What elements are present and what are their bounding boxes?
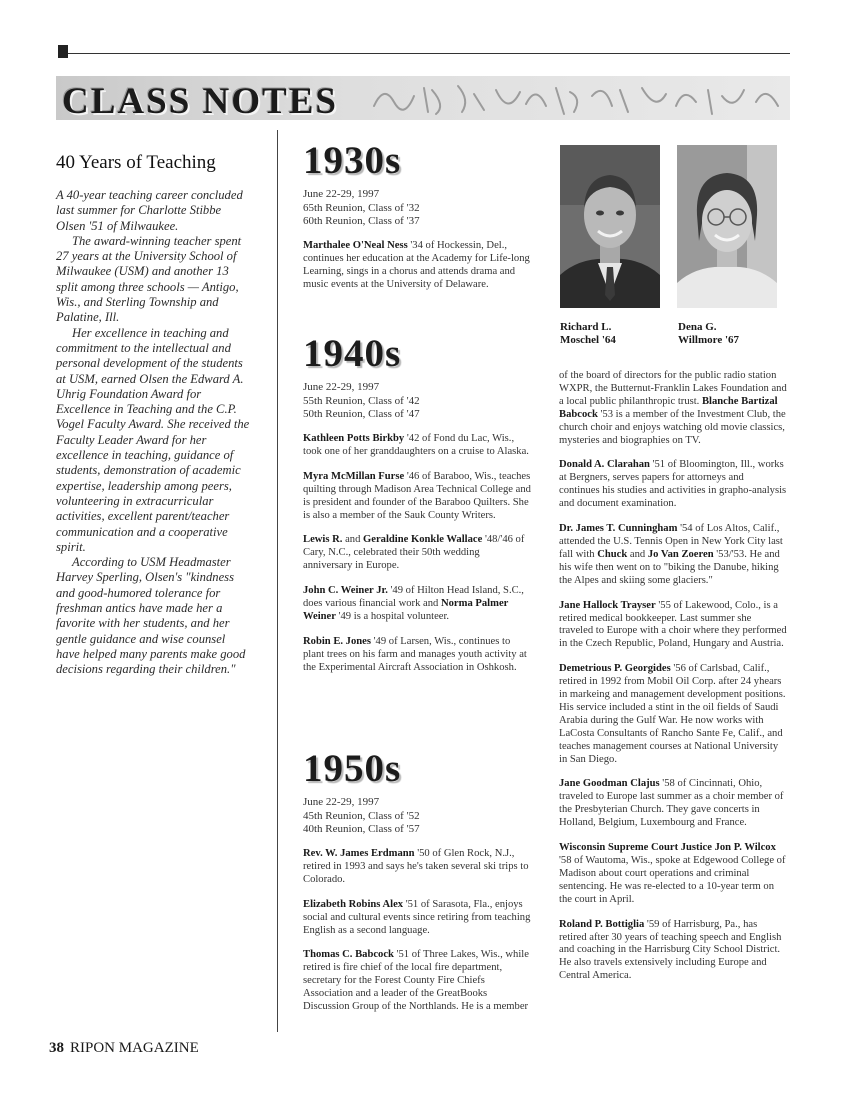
alumni-name: Wisconsin Supreme Court Justice Jon P. Wilcox: [559, 842, 776, 854]
class-note: [559, 370, 787, 447]
alumni-name: John C. Weiner Jr.: [303, 585, 388, 597]
class-note: [559, 523, 787, 588]
class-note: [559, 919, 787, 984]
sidebar-article: [56, 152, 252, 678]
portrait-woman-image: [677, 145, 777, 308]
alumni-name: Rev. W. James Erdmann: [303, 848, 415, 859]
alumni-name: Chuck: [597, 548, 628, 560]
alumni-name: Thomas C. Babcock: [303, 949, 394, 961]
note-text: '51 of Sarasota, Fla., enjoys social and cultural events since retiring from teaching English as a second language.: [303, 898, 531, 936]
note-text: '55 of Lakewood, Colo., is a retired medical bookkeeper. Last summer she traveled to Europe with a choir where they performed in the Czech Republic, Poland, Hungary and Austria.: [559, 599, 787, 650]
caption-line: Richard L.: [560, 321, 612, 333]
reunion-line: 45th Reunion, Class of '52: [303, 810, 420, 822]
alumni-name: Demetrious P. Georgides: [559, 663, 671, 675]
photo-caption: [678, 321, 788, 347]
note-text: '34 of Hockessin, Del., continues her education at the Academy for Life-long Learning, sings in a chorus and attends drama and music events at the University of Delaware.: [303, 240, 530, 290]
reunion-line: 55th Reunion, Class of '42: [303, 395, 420, 407]
sidebar-heading: 40 Years of Teaching: [56, 152, 216, 173]
note-text: '51 of Three Lakes, Wis., while retired is fire chief of the local fire department, secretary for the Forest County Fire Chiefs Association and a leader of the GreatBooks Discussion Group of the Northlands. He is a member: [303, 949, 529, 1013]
reunion-date: June 22-29, 1997: [303, 796, 380, 808]
sidebar-paragraph: The award-winning teacher spent 27 years at the University School of Milwaukee (USM) and another 13 split among three schools — Antigo, Wis., and Sterling Township and Palatine, Ill.: [56, 233, 242, 325]
caption-line: Dena G.: [678, 321, 717, 333]
note-text: '58 of Wautoma, Wis., spoke at Edgewood College of Madison about court operations and criminal sentencing. He was re-elected to a 10-year term on the court in April.: [559, 855, 786, 905]
column-divider: [277, 130, 278, 1032]
reunion-date: June 22-29, 1997: [303, 188, 380, 200]
class-note: [559, 842, 787, 907]
note-text: '42 of Fond du Lac, Wis., took one of her granddaughters on a cruise to Alaska.: [303, 433, 529, 457]
reunion-line: 60th Reunion, Class of '37: [303, 215, 420, 227]
note-text: '51 of Bloomington, Ill., works at Bergners, serves papers for attorneys and continues his studies and activities in grapho-analysis and document examination.: [559, 459, 787, 510]
alumni-name: Jane Hallock Trayser: [559, 599, 656, 611]
decade-heading: 1940s: [303, 332, 402, 375]
reunion-date: June 22-29, 1997: [303, 381, 380, 393]
decade-heading: 1930s: [303, 139, 402, 182]
page-title: CLASS NOTES: [62, 81, 338, 120]
note-text: and: [627, 548, 648, 560]
note-text: '56 of Carlsbad, Calif., retired in 1992 from Mobil Oil Corp. after 24 yhears in markeing and management development positions. His service included a stint in the oil fields of Saudi Arabia during the Gulf War. He now works with LaCosta Consultants of Rancho Sante Fe, Calif., and teaches management courses at National University in San Diego.: [559, 663, 786, 765]
note-text: '49 is a hospital volunteer.: [335, 610, 450, 622]
alumni-name: Roland P. Bottiglia: [559, 918, 645, 930]
portrait-photo: [560, 145, 660, 308]
class-notes-banner: [56, 76, 790, 120]
note-text: of the board of directors for the public radio station WXPR, the Butternut-Franklin Lakes Foundation and a local public philanthropic trust.: [559, 370, 787, 407]
page-footer: [49, 1040, 199, 1057]
note-text: '54 of Los Altos, Calif., attended the U.S. Tennis Open in New York City last fall with: [559, 523, 783, 560]
alumni-name: Robin E. Jones: [303, 635, 371, 647]
alumni-name: Dr. James T. Cunningham: [559, 523, 678, 535]
sidebar-paragraph: A 40-year teaching career concluded last summer for Charlotte Stibbe Olsen '51 of Milwaukee.: [56, 188, 243, 233]
reunion-line: 65th Reunion, Class of '32: [303, 202, 420, 214]
alumni-name: Norma Palmer Weiner: [303, 598, 509, 622]
class-note: [303, 240, 531, 292]
alumni-name: Kathleen Potts Birkby: [303, 433, 405, 444]
class-note: [559, 600, 787, 652]
note-text: '46 of Baraboo, Wis., teaches quilting through Madison Area Technical College and is president and founder of the Baraboo Quilters. She is also a member of the Sauk County Writers.: [303, 470, 531, 521]
portrait-photo: [677, 145, 777, 308]
class-note: [303, 848, 531, 887]
portrait-man-image: [560, 145, 660, 308]
magazine-name: RIPON MAGAZINE: [70, 1040, 199, 1056]
sidebar-paragraph: According to USM Headmaster Harvey Sperling, Olsen's "kindness and good-humored tolerance for freshman antics have made her a favorite with her students, and her gentle guidance and wise counsel have helped many parents make good decisions regarding their children.": [56, 555, 246, 677]
alumni-name: Elizabeth Robins Alex: [303, 898, 404, 910]
class-note: [559, 778, 787, 830]
class-note: [559, 459, 787, 511]
note-text: and: [342, 534, 364, 546]
alumni-name: Donald A. Clarahan: [559, 459, 650, 471]
note-text: '53 is a member of the Investment Club, the church choir and enjoys watching old movie classics, mysteries and biographies on TV.: [559, 408, 786, 446]
note-text: '49 of Larsen, Wis., continues to plant trees on his farm and manages youth activity at the Experimental Aircraft Association in Oshkosh.: [303, 635, 527, 673]
caption-line: Willmore '67: [678, 334, 740, 346]
alumni-name: Myra McMillan Furse: [303, 470, 405, 482]
class-note: [559, 663, 787, 766]
alumni-name: Jane Goodman Clajus: [559, 778, 660, 790]
class-note: [303, 534, 531, 573]
sidebar-paragraph: Her excellence in teaching and commitment to the intellectual and personal development of the students at USM, earned Olsen the Edward A. Uhrig Foundation Award for Excellence in Teaching and the C.P. Vogel Faculty Award. She received the Faculty Leader Award for her excellence in teaching, guidance of students, demonstration of academic expertise, leadership among peers, volunteering in extracurricular activities, excellent parent/teacher communication and a cooperative spirit.: [56, 325, 250, 554]
note-text: '49 of Hilton Head Island, S.C., does various financial work and: [303, 585, 524, 610]
script-texture-graphic: [366, 76, 790, 120]
note-text: '48/'46 of Cary, N.C., celebrated their 50th wedding anniversary in Europe.: [303, 534, 525, 572]
decade-heading: 1950s: [303, 747, 402, 790]
section-1950s: [303, 748, 531, 1014]
header-marker: [58, 45, 68, 58]
alumni-name: Jo Van Zoeren: [647, 548, 714, 560]
class-note: [303, 433, 531, 459]
note-text: '58 of Cincinnati, Ohio, traveled to Europe last summer as a choir member of the Presbyterian Church. They gave concerts in Holland, Belgium, Luxembourg and France.: [559, 778, 784, 829]
header-rule: [68, 53, 790, 54]
alumni-name: Blanche Bartizal Babcock: [559, 395, 778, 420]
reunion-line: 50th Reunion, Class of '47: [303, 408, 420, 420]
class-note: [303, 636, 531, 675]
note-text: '59 of Harrisburg, Pa., has retired after 30 years of teaching speech and English and coaching in the Harrisburg City School District. He also travels extensively including Europe and Central America.: [559, 918, 782, 982]
section-1930s: [303, 140, 531, 292]
class-note: [303, 471, 531, 523]
alumni-name: Geraldine Konkle Wallace: [363, 534, 483, 546]
class-note: [303, 585, 531, 624]
photo-caption: [560, 321, 670, 347]
class-note: [303, 899, 531, 938]
section-1940s: [303, 333, 531, 675]
caption-line: Moschel '64: [560, 334, 616, 346]
class-note: [303, 949, 531, 1014]
page-number: 38: [49, 1040, 64, 1056]
alumni-name: Marthalee O'Neal Ness: [303, 240, 408, 251]
note-text: '50 of Glen Rock, N.J., retired in 1993 and says he's taken several ski trips to Colorado.: [303, 848, 529, 885]
note-text: '53/'53. He and his wife then went on to "biking the Danube, hiking the Alpes and skiing some glaciers.": [559, 548, 780, 586]
alumni-name: Lewis R.: [303, 534, 343, 546]
reunion-line: 40th Reunion, Class of '57: [303, 823, 420, 835]
notes-continued: [559, 370, 787, 983]
